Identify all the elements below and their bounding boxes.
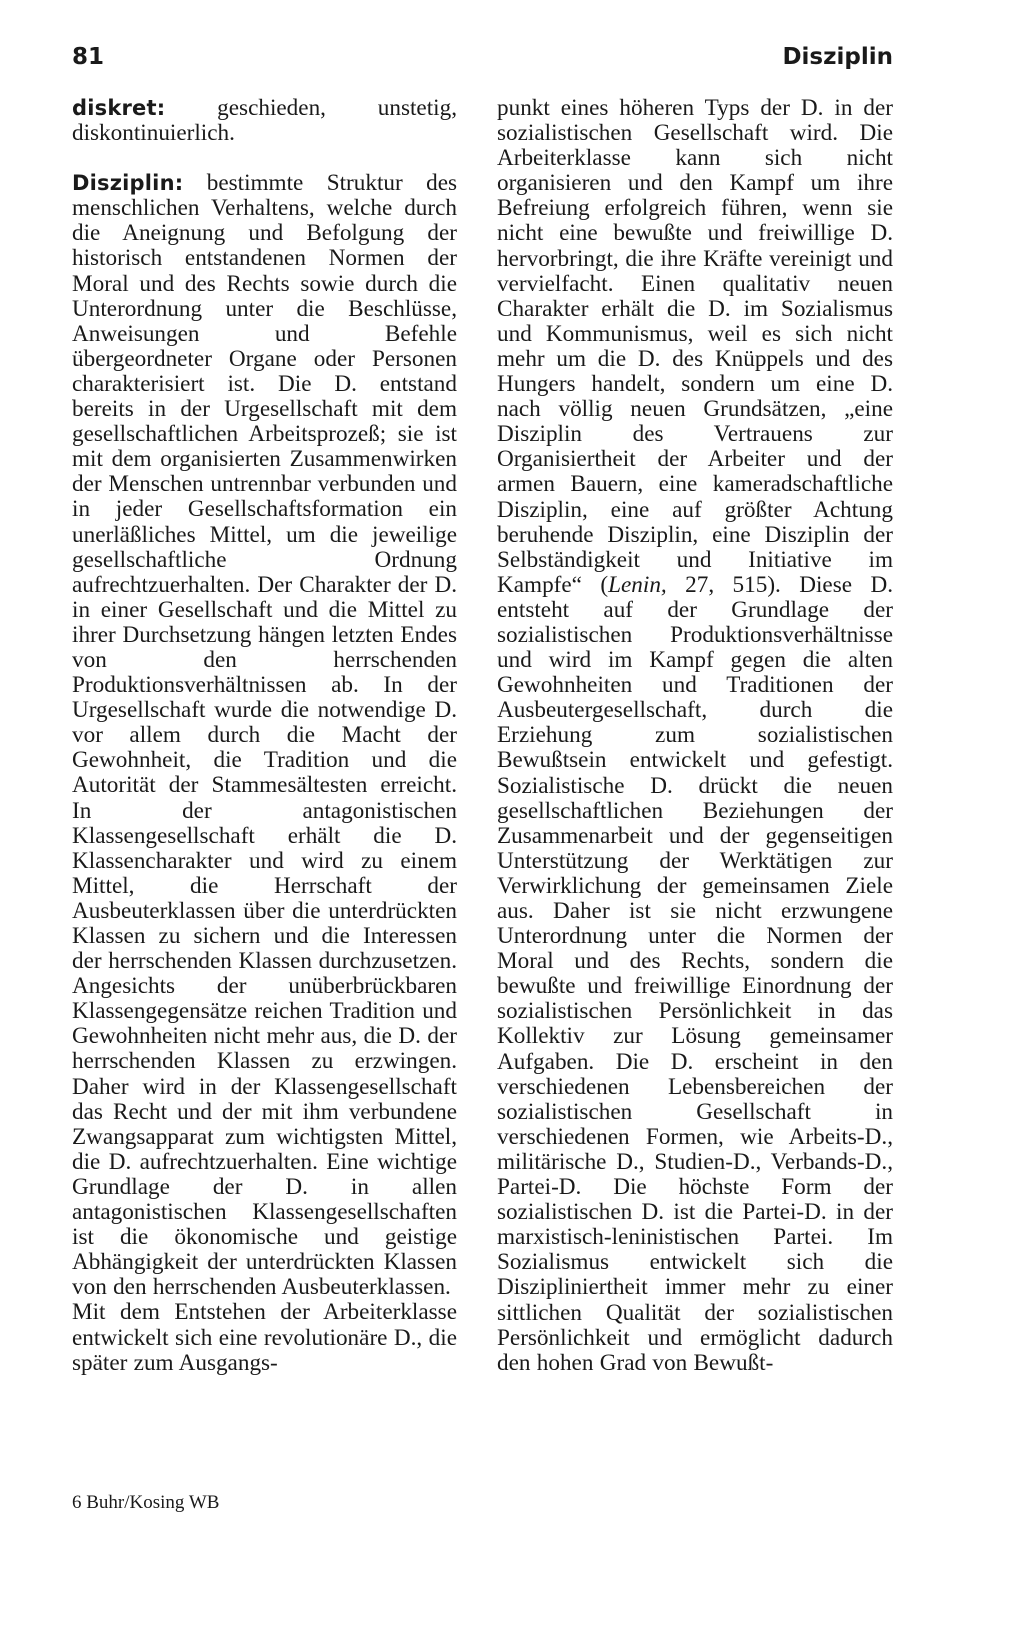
entry-diskret	[72, 96, 457, 146]
entry-continuation	[497, 96, 893, 1376]
right-column	[497, 96, 893, 1376]
printer-signature: 6 Buhr/Kosing WB	[72, 1492, 220, 1513]
entry-definition: geschieden, unstetig, diskontinuierlich.	[72, 95, 457, 147]
running-head: Disziplin	[782, 44, 893, 70]
page-number: 81	[72, 44, 105, 70]
entry-term: diskret:	[72, 96, 166, 120]
entry-disziplin	[72, 171, 457, 1300]
body-text: punkt eines höheren Typs der D. in der sozialistischen Gesellschaft wird. Die Arbeiterklasse kann sich nicht organisieren und den Kampf um ihre Befreiung erfolgreich führen, wenn sie nicht eine bewußte und freiwillige D. hervorbringt, die ihre Kräfte vereinigt und vervielfacht. Einen qualitativ neuen Charakter erhält die D. im Sozialismus und Kommunismus, weil es sich nicht mehr um die D. des Knüppels und des Hungers handelt, sondern um eine D. nach völlig neuen Grundsätzen, „eine Disziplin des Vertrauens zur Organisiertheit der Arbeiter und der armen Bauern, eine kameradschaftliche Disziplin, eine auf größter Achtung beruhende Disziplin, eine Disziplin der Selbständigkeit und Initiative im Kampfe“ (	[497, 95, 893, 598]
citation-author: Lenin,	[608, 571, 667, 598]
entry-definition: bestimmte Struktur des menschlichen Verhaltens, welche durch die Aneignung und Befolgung der historisch entstandenen Normen der Moral und des Rechts sowie durch die Unterordnung unter die Beschlüsse, Anweisungen und Befehle übergeordneter Organe oder Personen charakterisiert ist. Die D. entstand bereits in der Urgesellschaft mit dem gesellschaftlichen Arbeitsprozeß; sie ist mit dem organisierten Zusammenwirken der Menschen untrennbar verbunden und in jeder Gesellschaftsformation ein unerläßliches Mittel, um die jeweilige gesellschaftliche Ordnung aufrechtzuerhalten. Der Charakter der D. in einer Gesellschaft und die Mittel zu ihrer Durchsetzung hängen letzten Endes von den herrschenden Produktionsverhältnissen ab. In der Urgesellschaft wurde die notwendige D. vor allem durch die Macht der Gewohnheit, die Tradition und die Autorität der Stammesältesten erreicht. In der antagonistischen Klassengesellschaft erhält die D. Klassencharakter und wird zu einem Mittel, die Herrschaft der Ausbeuterklassen über die unterdrückten Klassen zu sichern und die Interessen der herrschenden Klassen durchzusetzen. Angesichts der unüberbrückbaren Klassengegensätze reichen Tradition und Gewohnheiten nicht mehr aus, die D. der herrschenden Klassen zu erzwingen. Daher wird in der Klassengesellschaft das Recht und der mit ihm verbundene Zwangsapparat zum wichtigsten Mittel, die D. aufrechtzuerhalten. Eine wichtige Grundlage der D. in allen antagonistischen Klassengesellschaften ist die ökonomische und geistige Abhängigkeit der unterdrückten Klassen von den herrschenden Ausbeuterklassen.	[72, 170, 458, 1301]
left-column	[72, 96, 457, 1376]
body-text: 27, 515). Diese D. entsteht auf der Grundlage der sozialistischen Produktionsverhältnisse und wird im Kampf gegen die alten Gewohnheiten und Traditionen der Ausbeutergesellschaft, durch die Erziehung zum sozialistischen Bewußtsein entwickelt und gefestigt. Sozialistische D. drückt die neuen gesellschaftlichen Beziehungen der Zusammenarbeit und der gegenseitigen Unterstützung der Werktätigen zur Verwirklichung der gemeinsamen Ziele aus. Daher ist sie nicht erzwungene Unterordnung unter die Normen der Moral und des Rechts, sondern die bewußte und freiwillige Einordnung der sozialistischen Persönlichkeit in das Kollektiv zur Lösung gemeinsamer Aufgaben. Die D. erscheint in den verschiedenen Lebensbereichen der sozialistischen Gesellschaft in verschiedenen Formen, wie Arbeits-D., militärische D., Studien-D., Verbands-D., Partei-D. Die höchste Form der sozialistischen D. ist die Partei-D. in der marxistisch-leninistischen Partei. Im Sozialismus entwickelt sich die Diszipliniertheit immer mehr zu einer sittlichen Qualität der sozialistischen Persönlichkeit und ermöglicht dadurch den hohen Grad von Bewußt-	[497, 571, 893, 1376]
entry-paragraph: Mit dem Entstehen der Arbeiterklasse entwickelt sich eine revolutionäre D., die später zum Ausgangs-	[72, 1299, 457, 1376]
entry-term: Disziplin:	[72, 171, 184, 196]
